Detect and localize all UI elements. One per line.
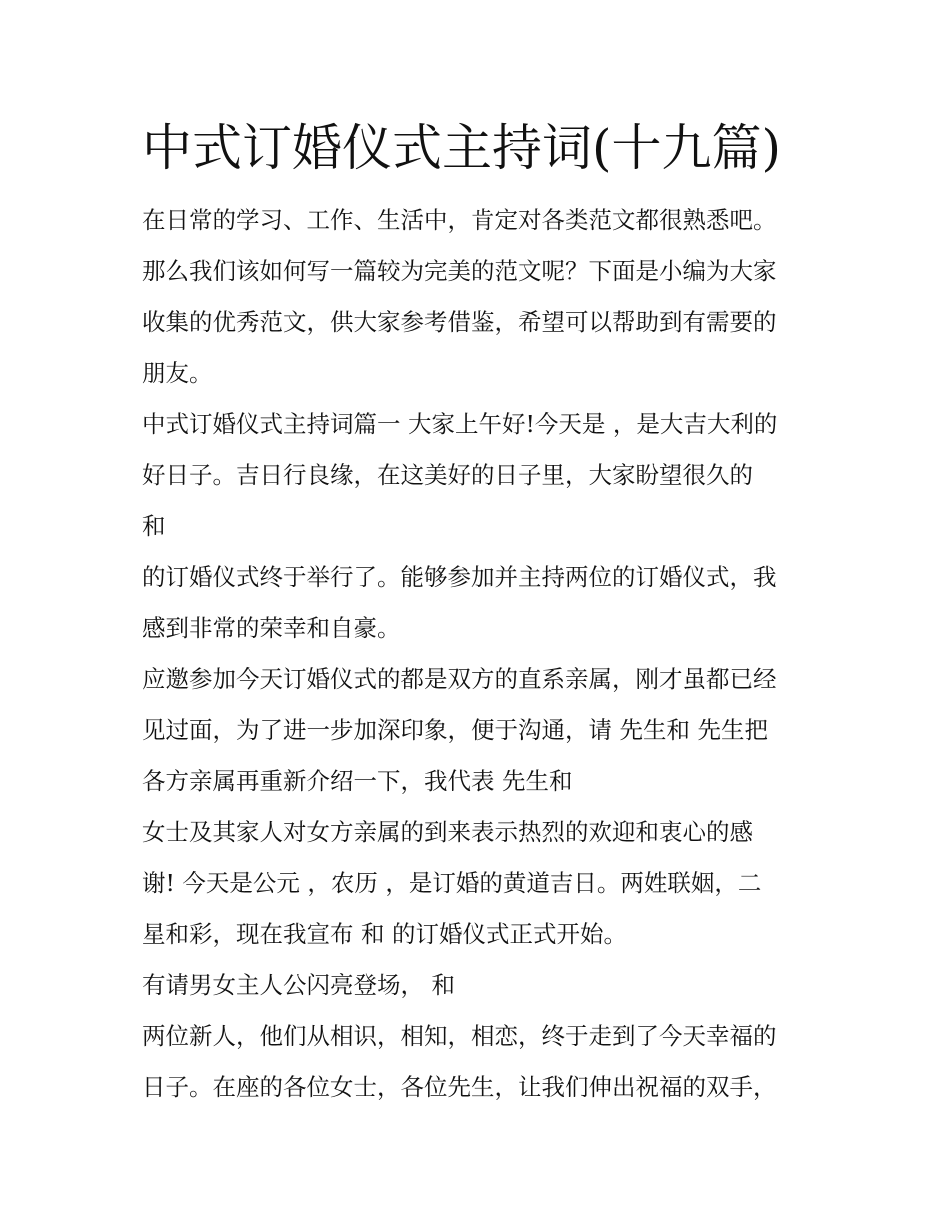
text-line: 日子。在座的各位女士，各位先生，让我们伸出祝福的双手， bbox=[142, 1073, 777, 1101]
text-line: 应邀参加今天订婚仪式的都是双方的直系亲属，刚才虽都已经 bbox=[142, 665, 777, 693]
text-line: 女士及其家人对女方亲属的到来表示热烈的欢迎和衷心的感 bbox=[142, 818, 753, 846]
text-line: 感到非常的荣幸和自豪。 bbox=[142, 614, 401, 642]
text-line: 的订婚仪式终于举行了。能够参加并主持两位的订婚仪式，我 bbox=[142, 563, 777, 591]
text-line: 星和彩，现在我宣布 和 的订婚仪式正式开始。 bbox=[142, 920, 627, 948]
text-line: 各方亲属再重新介绍一下，我代表 先生和 bbox=[142, 767, 573, 795]
text-line: 中式订婚仪式主持词篇一 大家上午好!今天是 ，是大吉大利的 bbox=[142, 410, 778, 438]
text-line: 见过面，为了进一步加深印象，便于沟通，请 先生和 先生把 bbox=[142, 716, 768, 744]
text-line: 在日常的学习、工作、生活中，肯定对各类范文都很熟悉吧。 bbox=[142, 206, 777, 234]
text-line: 收集的优秀范文，供大家参考借鉴，希望可以帮助到有需要的 bbox=[142, 308, 777, 336]
text-line: 谢! 今天是公元 ，农历 ，是订婚的黄道吉日。两姓联姻，二 bbox=[142, 869, 762, 897]
text-line: 朋友。 bbox=[142, 359, 213, 387]
text-line: 两位新人，他们从相识，相知，相恋，终于走到了今天幸福的 bbox=[142, 1022, 777, 1050]
document-title: 中式订婚仪式主持词(十九篇) bbox=[142, 119, 782, 177]
text-line: 和 bbox=[142, 512, 166, 540]
text-line: 好日子。吉日行良缘，在这美好的日子里，大家盼望很久的 bbox=[142, 461, 753, 489]
document-body bbox=[142, 195, 832, 1113]
text-line: 那么我们该如何写一篇较为完美的范文呢？下面是小编为大家 bbox=[142, 257, 777, 285]
text-line: 有请男女主人公闪亮登场， 和 bbox=[142, 971, 455, 999]
